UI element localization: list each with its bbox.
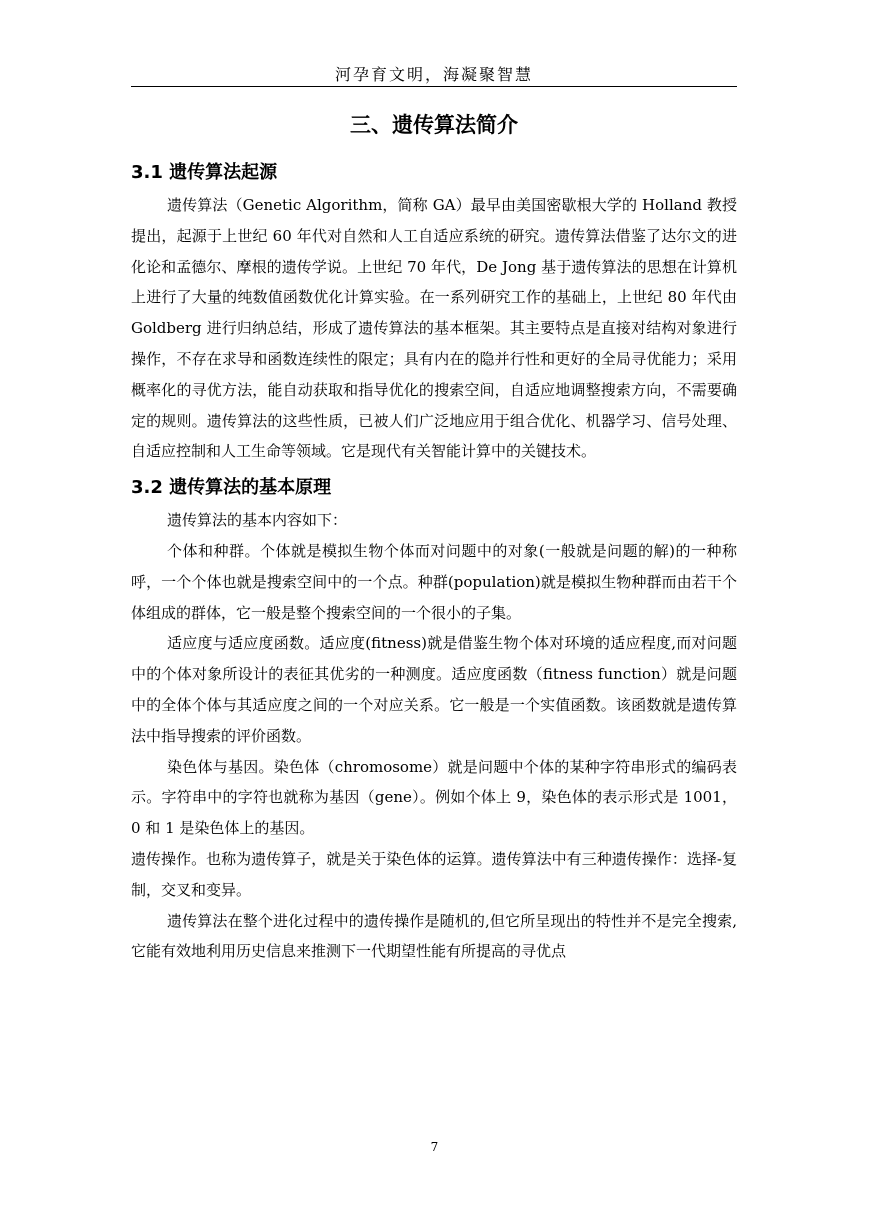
paragraph-evolution-process: 遗传算法在整个进化过程中的遗传操作是随机的,但它所呈现出的特性并不是完全搜索,它能有效地利用历史信息来推测下一代期望性能有所提高的寻优点 (131, 911, 737, 961)
chapter-title: 三、遗传算法简介 (350, 113, 518, 137)
page-body (131, 108, 737, 967)
page-number: 7 (430, 1140, 439, 1154)
paragraph-fitness: 适应度与适应度函数。适应度(fitness)就是借鉴生物个体对环境的适应程度,而对问题中的个体对象所设计的表征其优劣的一种测度。适应度函数（fitness function）就是问题中的全体个体与其适应度之间的一个对应关系。它一般是一个实值函数。该函数就是遗传算法中指导搜索的评价函数。 (131, 634, 737, 745)
running-header: 河孕育文明，海凝聚智慧 (334, 65, 533, 84)
header-divider (131, 86, 737, 87)
paragraph-individual-population: 个体和种群。个体就是模拟生物个体而对问题中的对象(一般就是问题的解)的一种称呼，一个个体也就是搜索空间中的一个点。种群(population)就是模拟生物种群而由若干个体组成的群体，它一般是整个搜索空间的一个很小的子集。 (131, 541, 737, 622)
section-heading-principle: 3.2 遗传算法的基本原理 (131, 477, 332, 499)
section-heading-origin: 3.1 遗传算法起源 (131, 162, 278, 183)
paragraph-origin: 遗传算法（Genetic Algorithm，简称 GA）最早由美国密歇根大学的 Holland 教授提出，起源于上世纪 60 年代对自然和人工自适应系统的研究。遗传算法借鉴了达尔文的进化论和孟德尔、摩根的遗传学说。上世纪 70 年代，De Jong 基于遗传算法的思想在计算机上进行了大量的纯数值函数优化计算实验。在一系列研究工作的基础上，上世纪 80 年代由 Goldberg 进行归纳总结，形成了遗传算法的基本框架。其主要特点是直接对结构对象进行操作，不存在求导和函数连续性的限定；具有内在的隐并行性和更好的全局寻优能力；采用概率化的寻优方法，能自动获取和指导优化的搜索空间，自适应地调整搜索方向，不需要确定的规则。遗传算法的这些性质，已被人们广泛地应用于组合优化、机器学习、信号处理、自适应控制和人工生命等领域。它是现代有关智能计算中的关键技术。 (131, 196, 737, 461)
paragraph-chromosome-gene: 染色体与基因。染色体（chromosome）就是问题中个体的某种字符串形式的编码表示。字符串中的字符也就称为基因（gene）。例如个体上 9，染色体的表示形式是 1001，0 和 1 是染色体上的基因。 (131, 757, 737, 838)
paragraph-intro: 遗传算法的基本内容如下： (167, 511, 348, 530)
paragraph-genetic-operations: 遗传操作。也称为遗传算子，就是关于染色体的运算。遗传算法中有三种遗传操作：选择-复制，交叉和变异。 (131, 849, 737, 899)
